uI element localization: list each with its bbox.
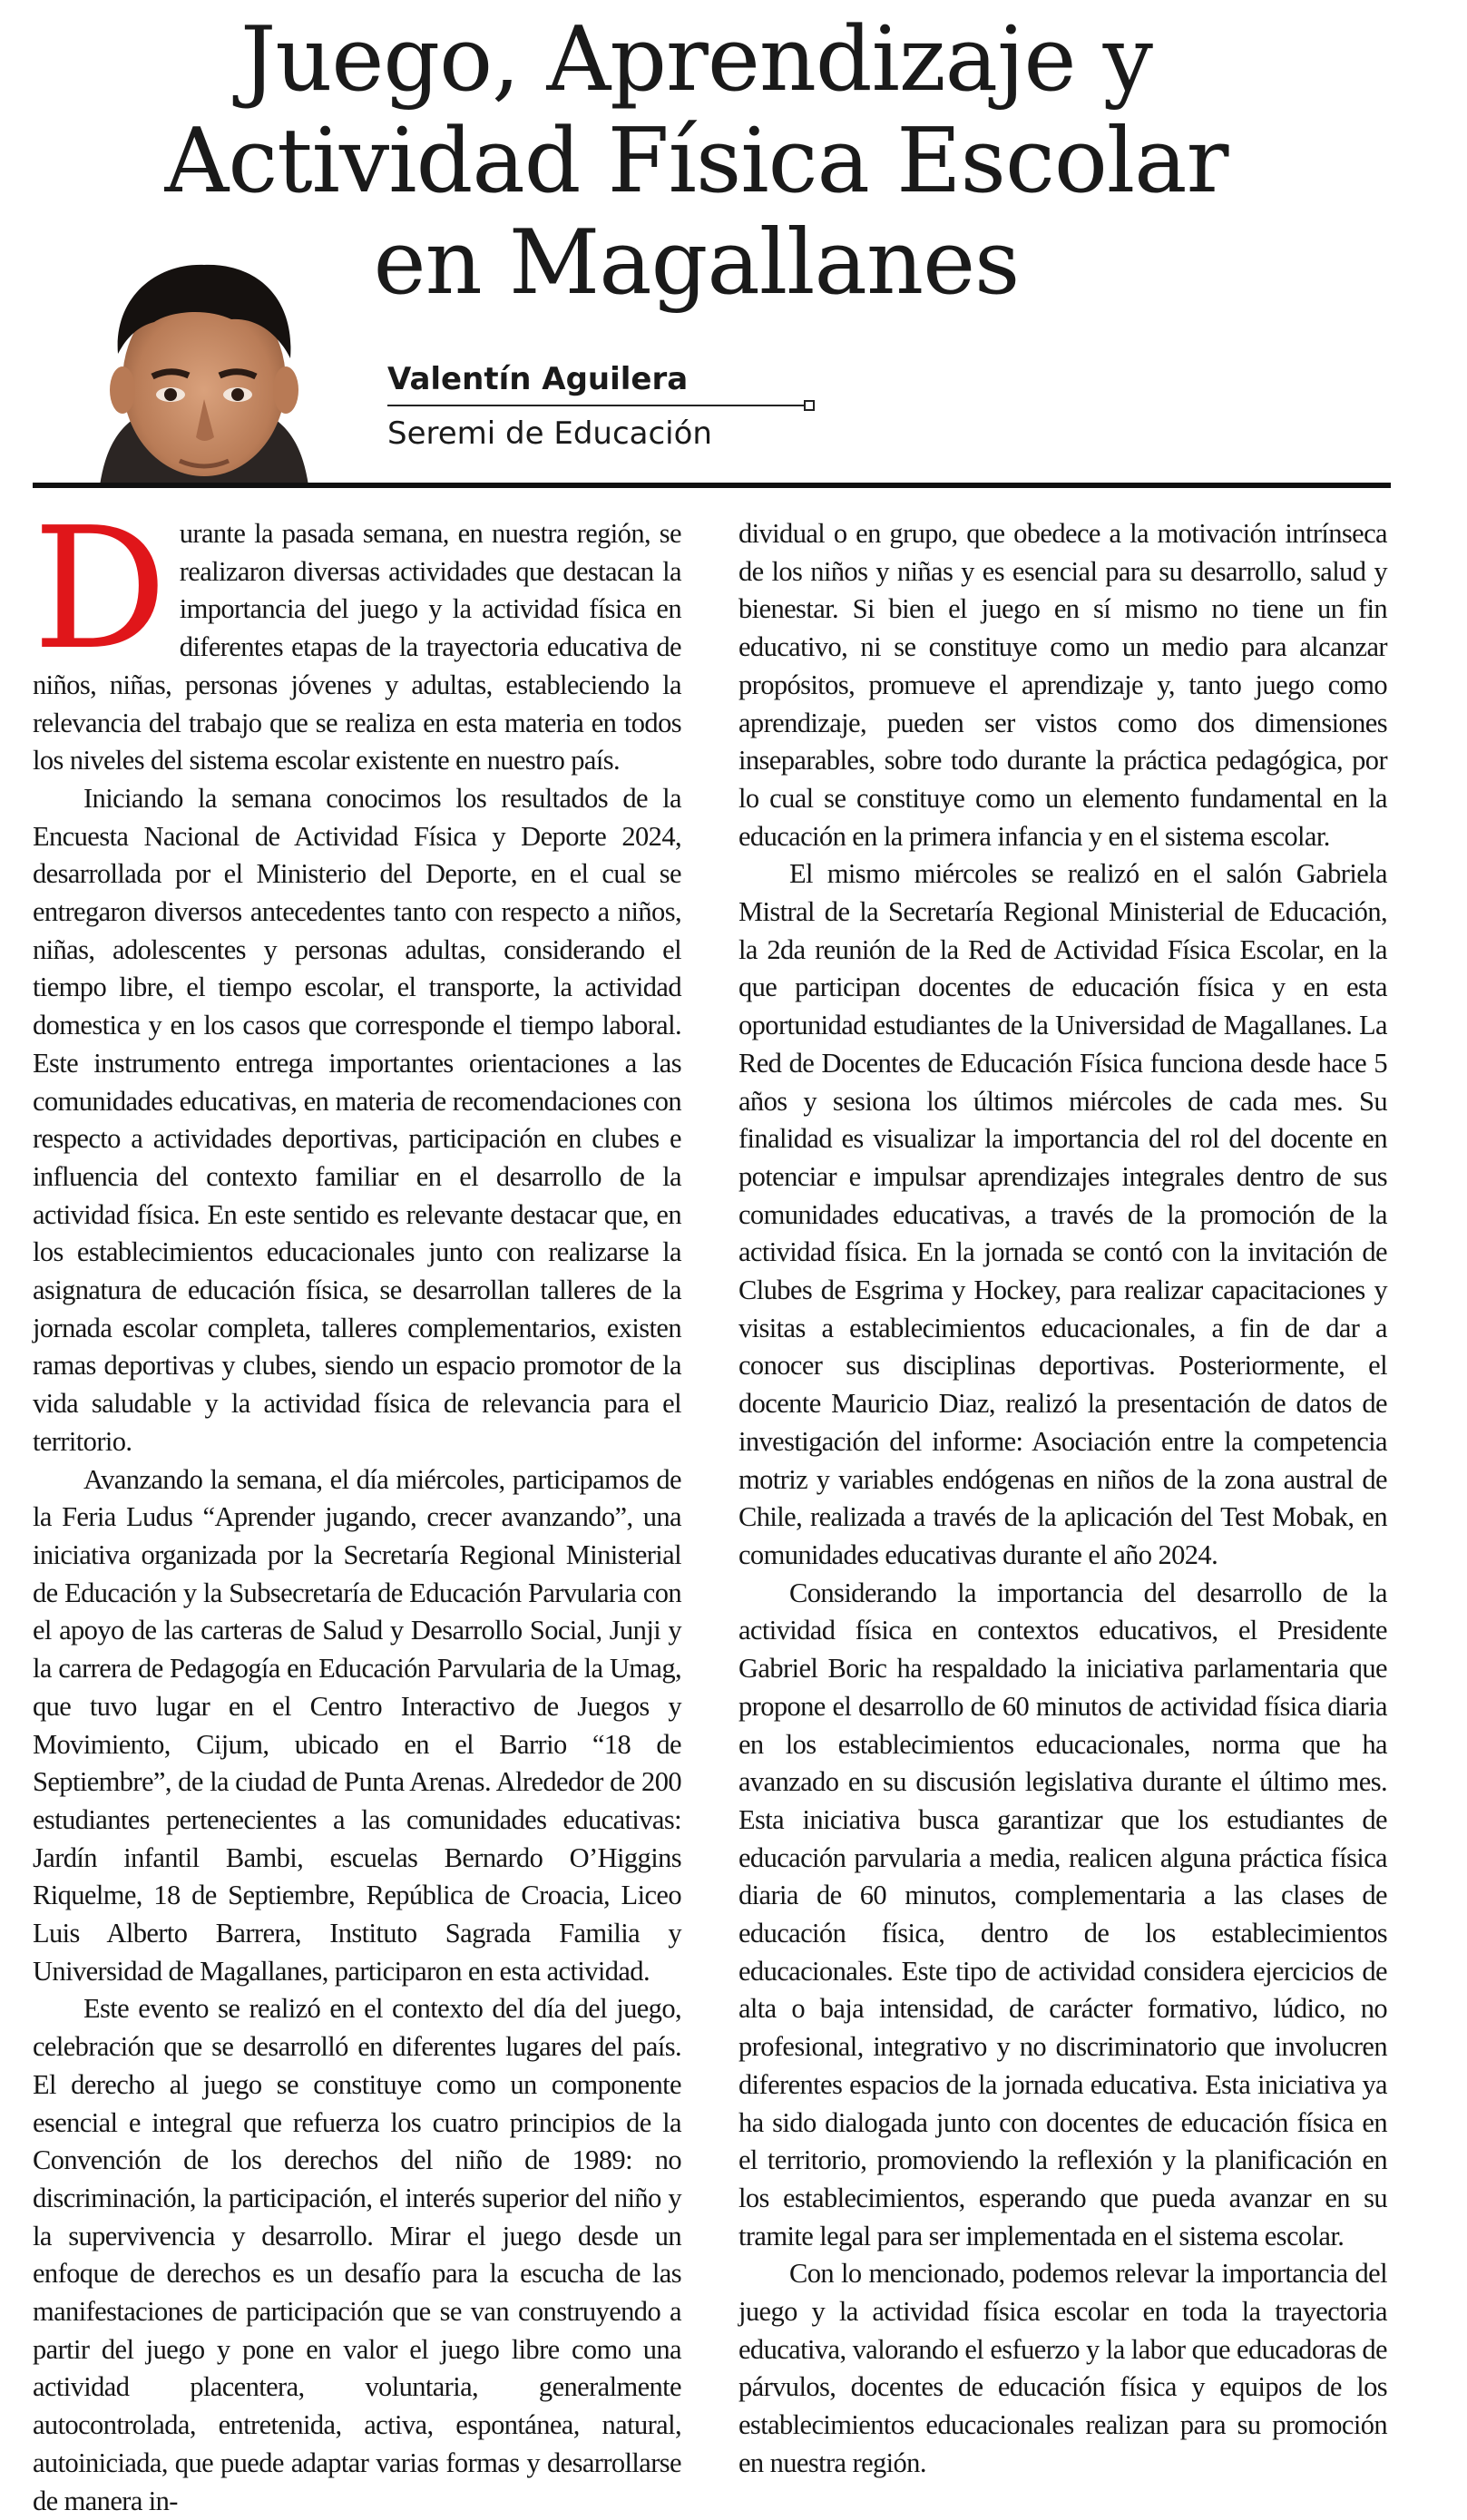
paragraph: El mismo miércoles se realizó en el salón Gabriela Mistral de la Secretaría Regional Ministerial de Educación, la 2da reunión de la Red de Actividad Física Escolar, en la que participan docentes de educación física y en esta oportunidad estudiantes de la Universidad de Magallanes. La Red de Docentes de Educación Física funciona desde hace 5 años y sesiona los últimos miércoles de cada mes. Su finalidad es visualizar la importancia del rol del docente en potenciar e impulsar aprendizajes integrales dentro de sus comunidades educativas, a través de la promoción de la actividad física. En la jornada se contó con la invitación de Clubes de Esgrima y Hockey, para realizar capacitaciones y visitas a establecimientos educacionales, a fin de dar a conocer sus disciplinas deportivas. Posteriormente, el docente Mauricio Diaz, realizó la presentación de datos de investigación del informe: Asociación entre la competencia motriz y variables endógenas en niños de la zona austral de Chile, realizada a través de la aplicación del Test Mobak, en comunidades educativas durante el año 2024.: [738, 858, 1387, 1570]
byline: [387, 361, 809, 452]
headline-line-1: Juego, Aprendizaje y: [240, 8, 1152, 112]
header-rule: [33, 483, 1391, 488]
paragraph: Iniciando la semana conocimos los resultados de la Encuesta Nacional de Actividad Física y Deporte 2024, desarrollada por el Ministerio del Deporte, en el cual se entregaron diversos antecedentes tanto con respecto a niños, niñas, adolescentes y personas adultas, considerando el tiempo libre, el tiempo escolar, el transporte, la actividad domestica y en los casos que corresponde el tiempo laboral. Este instrumento entrega importantes orientaciones a las comunidades educativas, en materia de recomendaciones con respecto a actividades deportivas, participación en clubes e influencia del contexto familiar en el desarrollo de la actividad física. En este sentido es relevante destacar que, en los establecimientos educacionales junto con realizarse la asignatura de educación física, se desarrollan talleres de la jornada escolar completa, talleres complementarios, existen ramas deportivas y clubes, siendo un espacio promotor de la vida saludable y la actividad física de relevancia para el territorio.: [33, 782, 681, 1457]
byline-divider: [387, 405, 809, 406]
author-name: Valentín Aguilera: [387, 361, 689, 397]
paragraph: Con lo mencionado, podemos relevar la importancia del juego y la actividad física escolar en toda la trayectoria educativa, valorando el esfuerzo y la labor que educadoras de párvulos, docentes de educación física y equipos de los establecimientos educacionales realizan para su promoción en nuestra región.: [738, 2258, 1387, 2478]
paragraph: Avanzando la semana, el día miércoles, participamos de la Feria Ludus “Aprender jugando, crecer avanzando”, una iniciativa organizada por la Secretaría Regional Ministerial de Educación y la Subsecretaría de Educación Parvularia con el apoyo de las carteras de Salud y Desarrollo Social, Junji y la carrera de Pedagogía en Educación Parvularia de la Umag, que tuvo lugar en el Centro Interactivo de Juegos y Movimiento, Cijum, ubicado en el Barrio “18 de Septiembre”, de la ciudad de Punta Arenas. Alrededor de 200 estudiantes pertenecientes a las comunidades educativas: Jardín infantil Bambi, escuelas Bernardo O’Higgins Riquelme, 18 de Septiembre, República de Croacia, Liceo Luis Alberto Barrera, Instituto Sagrada Familia y Universidad de Magallanes, participaron en esta actividad.: [33, 1463, 681, 1987]
article-column-left: [33, 491, 681, 2520]
paragraph: dividual o en grupo, que obedece a la motivación intrínseca de los niños y niñas y es esencial para su desarrollo, salud y bienestar. Si bien el juego en sí mismo no tiene un fin educativo, ni se constituye como un medio para alcanzar propósitos, promueve el aprendizaje y, tanto juego como aprendizaje, pueden ser vistos como dos dimensiones inseparables, sobre todo durante la práctica pedagógica, por lo cual se constituye como un elemento fundamental en la educación en la primera infancia y en el sistema escolar.: [738, 518, 1387, 852]
paragraph: Durante la pasada semana, en nuestra región, se realizaron diversas actividades que destacan la importancia del juego y la actividad física en diferentes etapas de la trayectoria educativa de niños, niñas, personas jóvenes y adultas, estableciendo la relevancia del trabajo que se realiza en esta materia en todos los niveles del sistema escolar existente en nuestro país.: [33, 491, 681, 777]
author-role: Seremi de Educación: [387, 415, 712, 452]
paragraph: Considerando la importancia del desarrollo de la actividad física en contextos educativos, el Presidente Gabriel Boric ha respaldado la iniciativa parlamentaria que propone el desarrollo de 60 minutos de actividad física diaria en los establecimientos educacionales, norma que ha avanzado en su discusión legislativa durante el último mes. Esta iniciativa busca garantizar que los estudiantes de educación parvularia a media, realicen alguna práctica física diaria de 60 minutos, complementaria a las clases de educación física, dentro de los establecimientos educacionales. Este tipo de actividad considera ejercicios de alta o baja intensidad, de carácter formativo, lúdico, no profesional, integrativo y no discriminatorio que involucren diferentes espacios de la jornada educativa. Esta iniciativa ya ha sido dialogada junto con docentes de educación física en el territorio, promoviendo la reflexión y la planificación en los establecimientos, esperando que pueda avanzar en su tramite legal para ser implementada en el sistema escolar.: [738, 1577, 1387, 2251]
headline-line-2: Actividad Física Escolar: [164, 110, 1228, 213]
article-column-right: [738, 515, 1387, 2483]
drop-cap: D: [33, 491, 167, 687]
headline-line-3: en Magallanes: [373, 211, 1020, 315]
author-portrait: [73, 245, 336, 485]
paragraph: Este evento se realizó en el contexto del día del juego, celebración que se desarrolló en diferentes lugares del país. El derecho al juego se constituye como un componente esencial e integral que refuerza los cuatro principios de la Convención de los derechos del niño de 1989: no discriminación, la participación, el interés superior del niño y la supervivencia y desarrollo. Mirar el juego desde un enfoque de derechos es un desafío para la escucha de las manifestaciones de participación que se van construyendo a partir del juego y pone en valor el juego libre como una actividad placentera, voluntaria, generalmente autocontrolada, entretenida, activa, espontánea, natural, autoiniciada, que puede adaptar varias formas y desarrollarse de manera in-: [33, 1993, 681, 2516]
author-photo-illustration: [73, 245, 336, 485]
